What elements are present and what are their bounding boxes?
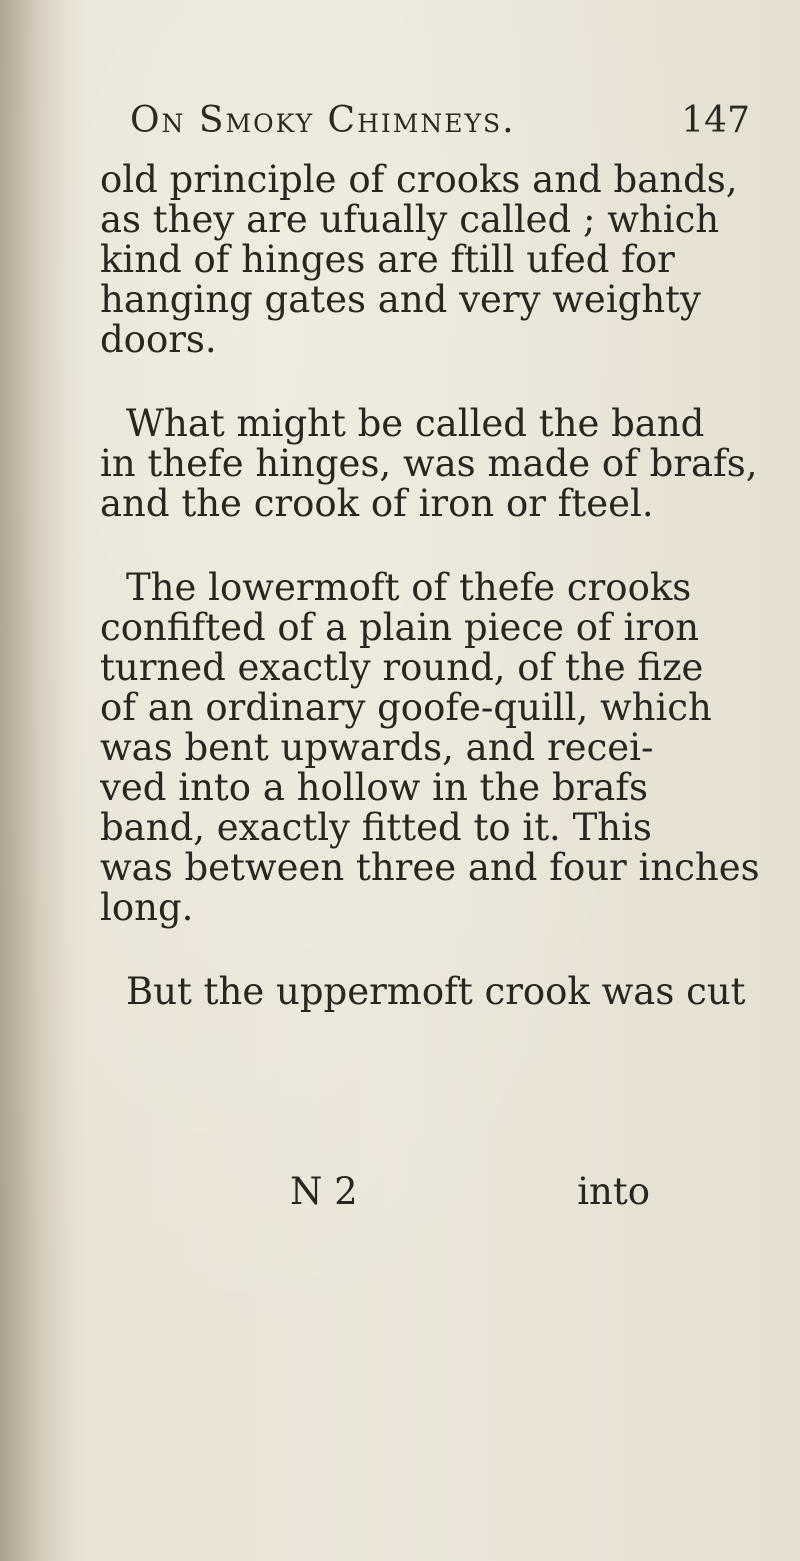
signature-mark: N 2 <box>290 1170 358 1213</box>
text-line: in thefe hinges, was made of brafs, <box>100 442 758 485</box>
body-text <box>100 160 760 1012</box>
text-line: hanging gates and very weighty <box>100 278 701 321</box>
page-footer <box>100 1170 760 1213</box>
text-line: The lowermoft of thefe crooks <box>126 566 692 609</box>
text-line: was bent upwards, and recei- <box>100 726 654 769</box>
page-header <box>100 100 760 150</box>
paragraph <box>100 404 760 524</box>
paragraph-gap <box>100 928 760 972</box>
text-line: turned exactly round, of the fize <box>100 646 704 689</box>
paragraph <box>100 568 760 928</box>
paragraph-gap <box>100 524 760 568</box>
text-line: kind of hinges are ftill ufed for <box>100 238 675 281</box>
text-line: confifted of a plain piece of iron <box>100 606 700 649</box>
text-line: But the uppermoft crook was cut <box>126 970 746 1013</box>
text-line: long. <box>100 886 194 929</box>
text-line: What might be called the band <box>126 402 705 445</box>
catchword: into <box>577 1170 650 1213</box>
text-line: of an ordinary goofe-quill, which <box>100 686 712 729</box>
text-line: as they are ufually called ; which <box>100 198 720 241</box>
text-line: band, exactly fitted to it. This <box>100 806 652 849</box>
text-line: ved into a hollow in the brafs <box>100 766 649 809</box>
running-head: On Smoky Chimneys. <box>130 100 516 141</box>
page-gutter-shadow <box>0 0 70 1561</box>
text-line: and the crook of iron or fteel. <box>100 482 654 525</box>
text-line: doors. <box>100 318 217 361</box>
paragraph <box>100 972 760 1012</box>
text-line: old principle of crooks and bands, <box>100 158 738 201</box>
page-number: 147 <box>681 100 750 141</box>
text-line: was between three and four inches <box>100 846 760 889</box>
paragraph <box>100 160 760 360</box>
paragraph-gap <box>100 360 760 404</box>
